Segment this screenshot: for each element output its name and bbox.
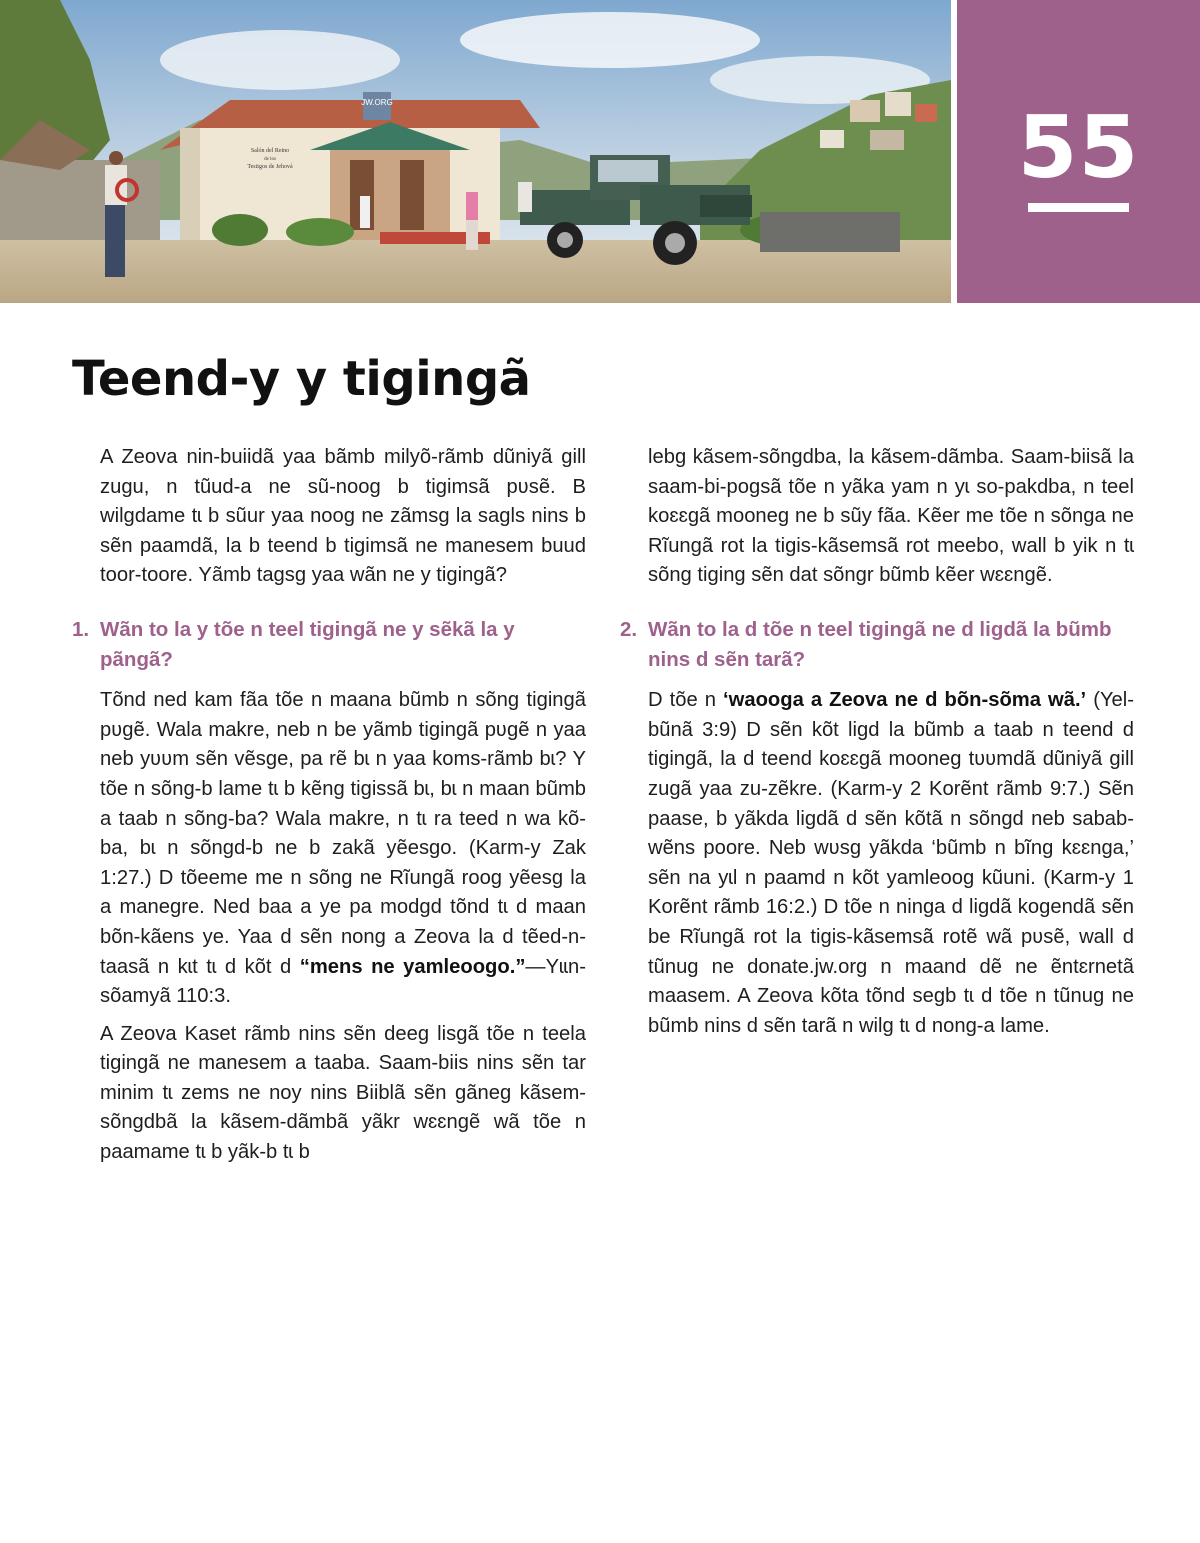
section-1-paragraph-1-citation: —Yɩɩn-sõamyã 110:3. xyxy=(100,955,586,1008)
section-1-paragraph-2: A Zeova Kaset rãmb nins sẽn deeg lisgã tõe n teela tigingã ne manesem a taaba. Saam-biis nins sẽn tar minim tɩ zems ne noy nins Biiblã sẽn gãneg kãsem-sõngdbã la kãsem-dãmbã yãkr wɛɛngẽ wã tõe n paamame tɩ b yãk-b tɩ b xyxy=(100,1022,586,1164)
chapter-number: 55 xyxy=(1017,98,1140,198)
building-sign-line-1: Salón del Reino xyxy=(250,148,290,154)
section-1-paragraph-2-continued: lebg kãsem-sõngdba, la kãsem-dãmba. Saam-biisã la saam-bi-pogsã tõe n yãka yam n yɩ so-pakdba, n teel koɛɛgã mooneg ne b sũy fãa. Kẽer me tõe n sõnga ne Rĩungã rot la tigis-kãsemsã rot meebo, wall b yik n tɩ sõng tiging sẽn dat sõngr bũmb kẽer wɛɛngẽ. xyxy=(648,446,1134,587)
chapter-number-underline xyxy=(1028,203,1129,212)
section-1-paragraph-1-bold: “mens ne yamleoogo.” xyxy=(299,955,526,978)
right-column xyxy=(620,443,1134,1049)
building-sign-line-3: Testigos de Jehová xyxy=(247,164,293,170)
intro-paragraph: A Zeova nin-buiidã yaa bãmb milyõ-rãmb dũniyã gill zugu, n tũud-a ne sũ-noog b tigimsã pʋsẽ. B wilgdame tɩ b sũur yaa noog ne zãmsg la sagls nins b sẽn paamdã, la b teend b tigimsã ne manesem buud toor-toore. Yãmb tagsg yaa wãn ne y tigingã? xyxy=(100,446,586,587)
section-1-paragraph-1 xyxy=(100,686,586,1012)
question-2-number: 2. xyxy=(620,617,638,641)
section-2-paragraph-1-rest: (Yel-bũnã 3:9) D sẽn kõt ligd la bũmb a taab n teend d tigingã, la d teend koɛɛgã mooneg tʋʋmdã dũniyã gill zugã yaa zu-zẽkre. (Karm-y 2 Korẽnt rãmb 9:7.) Sẽn paase, b yãkda ligdã d sẽn kõtã n sõngd neb sabab-wẽns poore. Neb wʋsg yãkda ‘bũmb n bĩng kɛɛnga,’ sẽn na yɩl n paamd n kõt yamleoog kũuni. (Karm-y 1 Korẽnt rãmb 16:2.) D tõe n ninga d ligdã kogendã sẽn be Rĩungã rot la tigis-kãsemsã rotẽ wã pʋsẽ, wall d tũnug ne donate.jw.org n maand dẽ ne ẽntɛrnetã maasem. A Zeova kõta tõnd segb tɩ d tõe n tũnug ne bũmb nins d sẽn tarã n wilg tɩ d nong-a lame. xyxy=(648,689,1134,1037)
hero-photo xyxy=(0,0,951,303)
question-2-text: Wãn to la d tõe n teel tigingã ne d ligdã la bũmb nins d sẽn tarã? xyxy=(648,617,1112,671)
section-2-paragraph-1-text: D tõe n xyxy=(648,689,724,712)
section-2-paragraph-1 xyxy=(648,686,1134,1041)
question-1 xyxy=(72,615,586,674)
question-1-text: Wãn to la y tõe n teel tigingã ne y sẽkã la y pãngã? xyxy=(100,617,515,671)
section-1-paragraph-1-text: Tõnd ned kam fãa tõe n maana bũmb n sõng tigingã pʋgẽ. Wala makre, neb n be yãmb tigingã pʋgẽ n yaa neb yʋʋm sẽn vẽsge, pa rẽ bɩ n yaa koms-rãmb bɩ? Y tõe n sõng-b lame tɩ b kẽng tigissã bɩ, bɩ n maan bũmb a taab n sõng-ba? Wala makre, n tɩ ra teed n wa kõ-ba, bɩ n sõngd-b ne b zakã yẽesgo. (Karm-y Zak 1:27.) D tõeeme me n sõng ne Rĩungã roog yẽesg la a manegre. Ned baa a ye pa modgd tõnd tɩ d maan bõn-kãens ye. Yaa d sẽn nong a Zeova la d tẽed-n-taasã n kɩt tɩ d kõt d xyxy=(100,689,586,978)
jw-sign-text: JW.ORG xyxy=(361,98,393,107)
section-2-paragraph-1-bold: ‘waooga a Zeova ne d bõn-sõma wã.’ xyxy=(723,689,1087,712)
page-title: Teend-y y tigingã xyxy=(72,351,531,407)
question-2 xyxy=(620,615,1134,674)
question-1-number: 1. xyxy=(72,617,90,641)
building-sign-line-2: de los xyxy=(264,157,276,162)
chapter-number-block xyxy=(957,0,1200,303)
left-column xyxy=(72,443,586,1176)
